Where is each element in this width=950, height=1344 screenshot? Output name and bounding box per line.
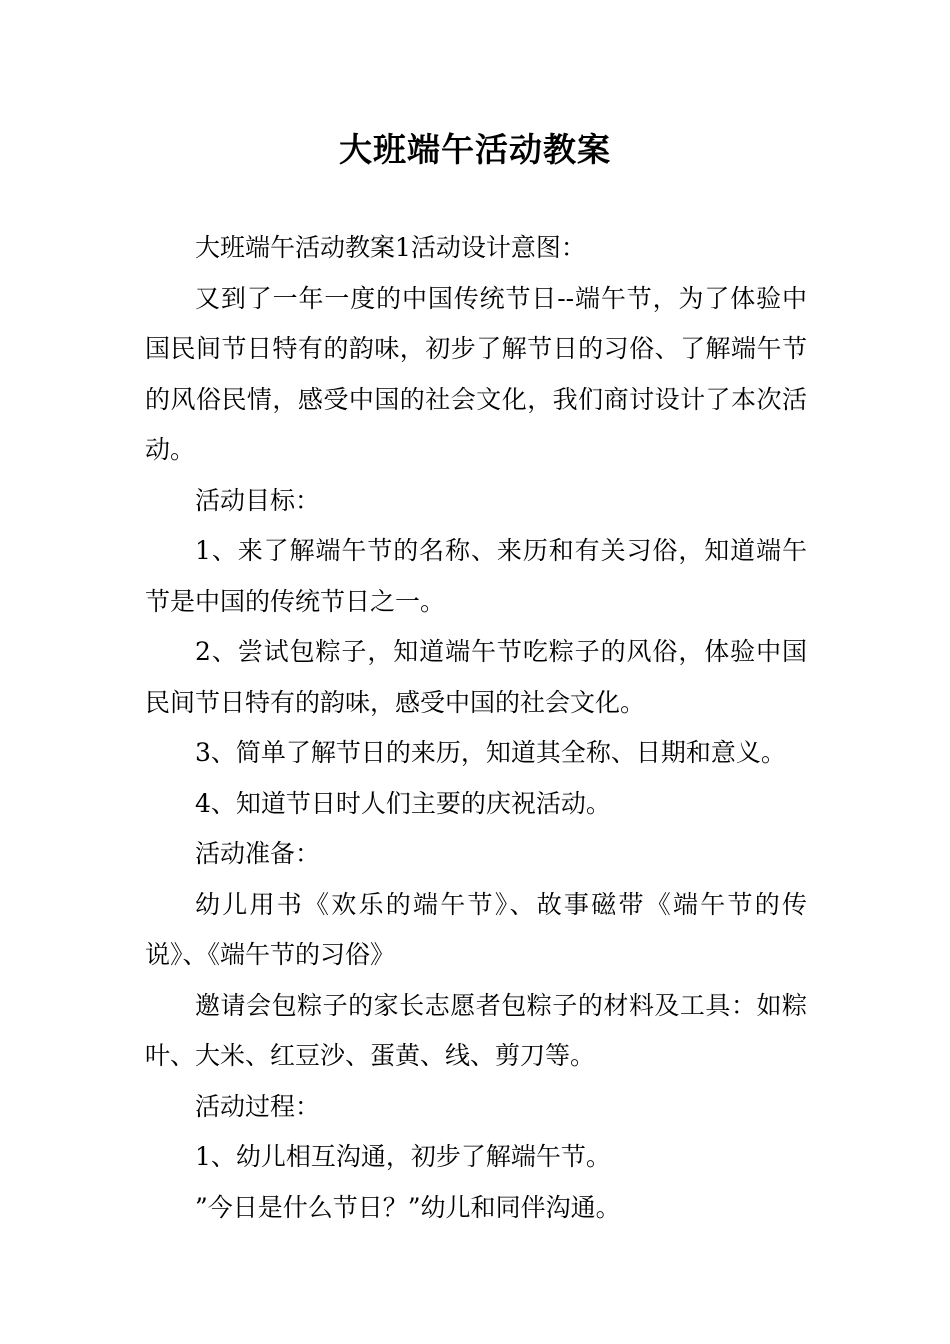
paragraph-preparation-books: 幼儿用书《欢乐的端午节》、故事磁带《端午节的传说》、《端午节的习俗》 <box>145 889 807 969</box>
paragraph-goal-4: 4、知道节日时人们主要的庆祝活动。 <box>195 788 611 818</box>
paragraph-design-intent-heading: 大班端午活动教案1活动设计意图： <box>195 233 586 262</box>
paragraph-process-heading: 活动过程： <box>195 1091 321 1121</box>
document-body <box>145 223 807 1233</box>
paragraph-preparation-materials: 邀请会包粽子的家长志愿者包粽子的材料及工具：如粽叶、大米、红豆沙、蛋黄、线、剪刀等。 <box>145 990 807 1070</box>
document-title: 大班端午活动教案 <box>339 130 611 169</box>
paragraph-preparation-heading: 活动准备： <box>195 839 321 868</box>
paragraph-process-step-1: 1、幼儿相互沟通，初步了解端午节。 <box>195 1142 611 1171</box>
paragraph-design-intent: 又到了一年一度的中国传统节日--端午节，为了体验中国民间节日特有的韵味，初步了解节日的习俗、了解端午节的风俗民情，感受中国的社会文化，我们商讨设计了本次活动。 <box>145 283 807 464</box>
paragraph-goal-1: 1、来了解端午节的名称、来历和有关习俗，知道端午节是中国的传统节日之一。 <box>145 536 807 616</box>
paragraph-goal-3: 3、简单了解节日的来历，知道其全称、日期和意义。 <box>195 738 786 767</box>
paragraph-goals-heading: 活动目标： <box>195 485 321 515</box>
paragraph-process-question: ”今日是什么节日？”幼儿和同伴沟通。 <box>195 1192 621 1222</box>
paragraph-goal-2: 2、尝试包粽子，知道端午节吃粽子的风俗，体验中国民间节日特有的韵味，感受中国的社会文化。 <box>145 637 807 717</box>
